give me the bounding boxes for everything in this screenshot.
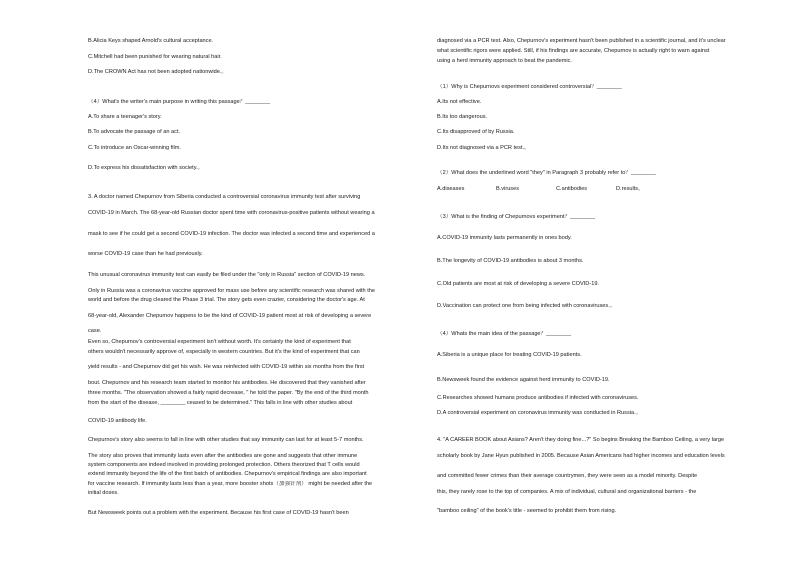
passage-line: initial doses. <box>88 490 119 496</box>
passage-3-line: 3. A doctor named Chepurnov from Siberia conducted a controversial coronavirus immunity test after surviving <box>88 194 361 200</box>
passage-line: But Newsweek points out a problem with the experiment. Because his first case of COVID-19 hasn't been <box>88 510 349 516</box>
passage-line: This unusual coronavirus immunity test can easily be filed under the "only in Russia" section of COVID-19 news. <box>88 272 366 278</box>
question-4-line: （4）Whats the main idea of the passage？________ <box>437 331 572 337</box>
option-b-line: B.The longevity of COVID-19 antibodies is about 3 months. <box>437 258 584 264</box>
option-b: B.viruses <box>496 186 520 192</box>
question-2-line: （2）What does the underlined word "they" in Paragraph 3 probably refer to？________ <box>437 170 656 176</box>
option-a-line: A.To share a teenager's story. <box>88 114 162 120</box>
option-b-line: B.Newsweek found the evidence against herd immunity to COVID-19. <box>437 377 610 383</box>
passage-line: for vaccine research. If immunity lasts less than a year, more booster shots（加强针剂） might be needed after the <box>88 481 373 487</box>
option-d-line: D.A controversial experiment on coronavirus immunity was conducted in Russia.。 <box>437 410 642 416</box>
right-column <box>437 0 763 562</box>
passage-line: what scientific rigors were applied. Still, if his findings are accurate, Chepurnov is actually right to warn against <box>437 48 710 54</box>
option-a-line: A.Siberia is a unique place for treating COVID-19 patients. <box>437 352 582 358</box>
option-a-line: A.Its not effective. <box>437 99 482 105</box>
option-c-line: C.Its disapproved of by Russia. <box>437 129 515 135</box>
passage-line: "bamboo ceiling" of the book's title - seemed to prohibit them from rising. <box>437 508 617 514</box>
passage-line: 68-year-old, Alexander Chepurnov happens to be the kind of COVID-19 patient most at risk of developing a severe <box>88 313 372 319</box>
passage-line: scholarly book by Jane Hyun published in 2005. Because Asian Americans had higher incomes and education levels <box>437 453 725 459</box>
passage-line: extend immunity beyond the life of the first batch of antibodies. Chepurnov's empirical findings are also important <box>88 471 367 477</box>
passage-line: this, they rarely rose to the top of companies. A mix of individual, cultural and organizational barriers - the <box>437 489 697 495</box>
option-c: C.antibodies <box>556 186 588 192</box>
passage-line: COVID-19 in March. The 68-year-old Russian doctor spent time with coronavirus-positive patients without wearing a <box>88 210 375 216</box>
passage-line: and committed fewer crimes than their average countrymen, they were seen as a model minority. Despite <box>437 473 698 479</box>
passage-line: The story also proves that immunity lasts even after the antibodies are gone and suggests that other immune <box>88 453 358 459</box>
passage-line: mask to see if he could get a second COVID-19 infection. The doctor was infected a second time and experienced a <box>88 231 375 237</box>
passage-line: bout. Chepurnov and his research team started to monitor his antibodies. He discovered that they vanished after <box>88 380 366 386</box>
passage-line: world and before the drug cleared the Phase 3 trial. The story gets even crazier, considering the doctor's age. At <box>88 297 365 303</box>
question-4-line: （4）What's the writer's main purpose in writing this passage？________ <box>88 99 271 105</box>
option-d-line: D.To express his dissatisfaction with society.。 <box>88 165 204 171</box>
passage-line: worse COVID-19 case than he had previously. <box>88 251 203 257</box>
option-c-line: C.Researches showed humans produce antibodies if infected with coronaviruses. <box>437 395 639 401</box>
question-1-line: （1）Why is Chepurnovs experiment considered controversial？________ <box>437 84 622 90</box>
passage-line: system components are indeed involved in providing prolonged protection. Others theorized that T cells would <box>88 462 360 468</box>
passage-line: using a herd immunity approach to beat the pandemic. <box>437 58 572 64</box>
left-column <box>88 0 416 562</box>
passage-line: Even so, Chepurnov's controversial experiment isn't without worth. It's certainly the kind of experiment that <box>88 339 351 345</box>
option-d-line: D.Vaccination can protect one from being infected with coronaviruses.。 <box>437 303 616 309</box>
option-b-line: B.To advocate the passage of an act. <box>88 129 181 135</box>
passage-line: case. <box>88 328 102 334</box>
option-a: A.diseases <box>437 186 465 192</box>
option-c-line: C.Mitchell had been punished for wearing natural hair. <box>88 54 222 60</box>
option-b-line: B.Its too dangerous. <box>437 114 488 120</box>
passage-4-line: 4. "A CAREER BOOK about Asians? Aren't they doing fine...?" So begins Breaking the Bamboo Ceiling, a very large <box>437 437 725 443</box>
passage-line: Chepurnov's story also seems to fall in line with other studies that say immunity can last for at least 5-7 months. <box>88 437 364 443</box>
passage-line: COVID-19 antibody life. <box>88 418 147 424</box>
option-c-line: C.Old patients are most at risk of developing a severe COVID-19. <box>437 281 599 287</box>
passage-line: diagnosed via a PCR test. Also, Chepurnov's experiment hasn't been published in a scientific journal, and it's unclear <box>437 38 726 44</box>
passage-line: three months. "The observation showed a fairly rapid decrease, " he told the paper. "By the end of the third month <box>88 390 369 396</box>
passage-line: yield results - and Chepurnov did get his wish. He was reinfected with COVID-19 within six months from the first <box>88 364 365 370</box>
option-d-line: D.Its not diagnosed via a PCR test.。 <box>437 145 530 151</box>
option-b-line: B.Alicia Keys shaped Arnold's cultural acceptance. <box>88 38 214 44</box>
option-d-line: D.The CROWN Act has not been adopted nationwide.。 <box>88 69 227 75</box>
passage-line: Only in Russia was a coronavirus vaccine approved for mass use before any scientific research was shared with the <box>88 288 375 294</box>
option-c-line: C.To introduce an Oscar-winning film. <box>88 145 181 151</box>
option-d: D.results。 <box>616 186 644 192</box>
passage-line: others wouldn't necessarily approve of, especially in western countries. But it's the kind of experiment that can <box>88 349 360 355</box>
question-3-line: （3）What is the finding of Chepurnovs experiment？________ <box>437 214 595 220</box>
option-a-line: A.COVID-19 immunity lasts permanently in ones body. <box>437 235 572 241</box>
passage-line: from the start of the disease, ________ ceased to be determined." This falls in line with other studies about <box>88 400 353 406</box>
